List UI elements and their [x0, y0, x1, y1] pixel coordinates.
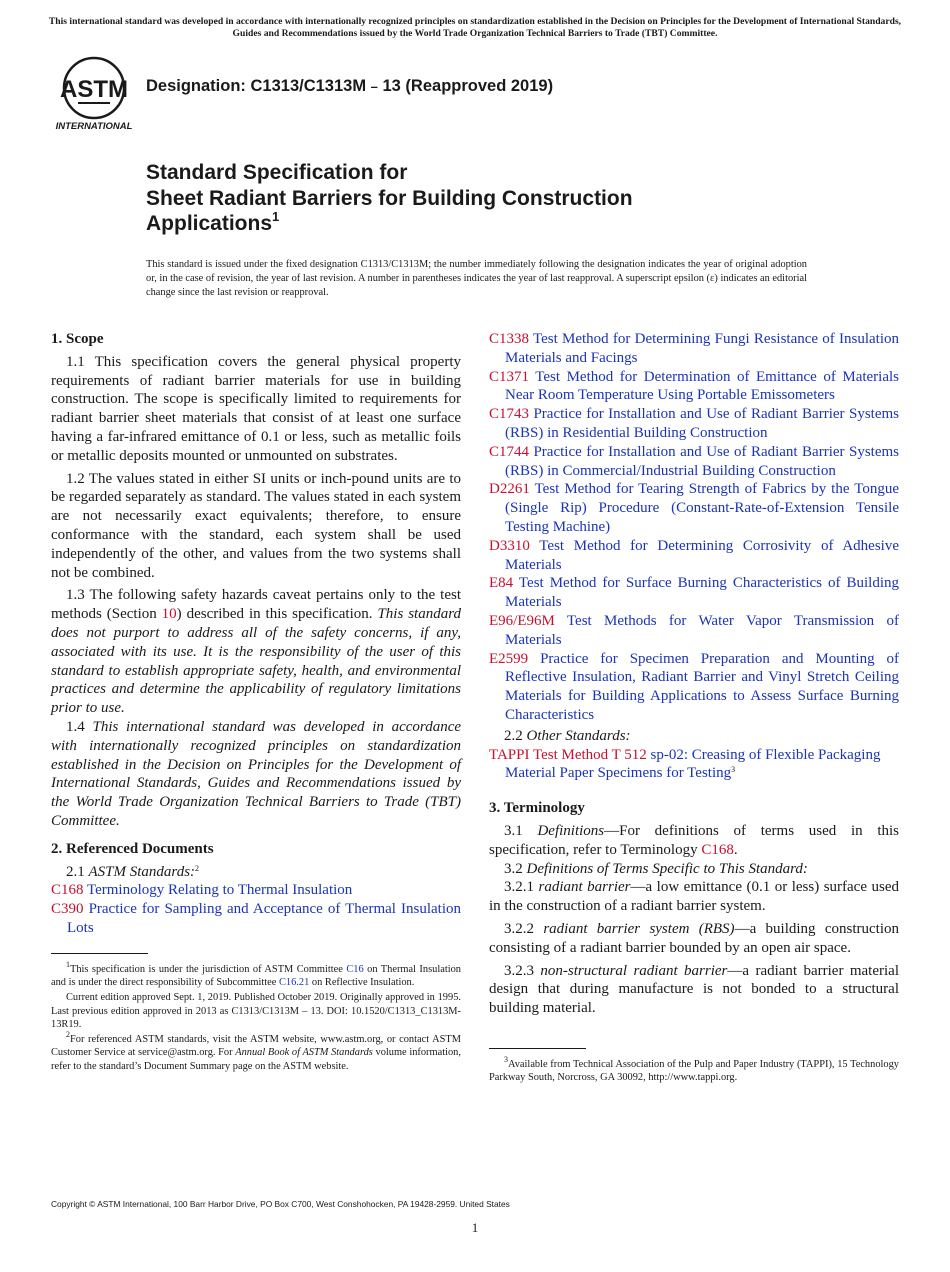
paragraph-1-3 [51, 586, 461, 718]
title-line-3: Applications [146, 212, 273, 235]
reference-title[interactable]: Test Methods for Water Vapor Transmission of Materials [505, 612, 899, 648]
reference-code[interactable]: C168 [51, 882, 84, 899]
astm-logo-graphic [52, 55, 136, 133]
title-line-1: Standard Specification for [146, 161, 408, 184]
reference-item[interactable] [489, 650, 899, 725]
reference-item[interactable] [489, 368, 899, 406]
other-standards-label: Other Standards: [526, 727, 631, 744]
logo-mark-text: ASTM [60, 76, 128, 103]
p3-2-2-num: 3.2.2 [504, 920, 544, 937]
footnote-rule [51, 953, 148, 954]
reference-item[interactable] [489, 574, 899, 612]
tappi-code[interactable]: TAPPI Test Method T 512 [489, 746, 647, 763]
p3-2-1-num: 3.2.1 [504, 879, 539, 896]
reference-item[interactable] [489, 480, 899, 536]
paragraph-1-4 [51, 718, 461, 831]
reference-title[interactable]: Practice for Installation and Use of Radiant Barrier Systems (RBS) in Commercial/Industrial Building Construction [505, 443, 899, 479]
document-title [146, 160, 786, 237]
reference-code[interactable]: E96/E96M [489, 612, 555, 629]
fn1-text-a: This specification is under the jurisdiction of ASTM Committee [70, 963, 347, 975]
page-number: 1 [471, 1220, 479, 1235]
astm-logo [52, 55, 136, 133]
subcommittee-c16-21-link[interactable]: C16.21 [278, 977, 310, 988]
designation-rest: 13 (Reapproved 2019) [382, 77, 554, 95]
paragraph-3-2 [489, 860, 899, 879]
def-radiant-barrier: —a low emittance (0.1 or less) surface used in the construction of a radiant barrier system. [489, 879, 899, 915]
footnote-2-ref[interactable]: 2 [195, 863, 200, 873]
footnote-2 [51, 1030, 461, 1073]
fn2-text-a: For referenced ASTM standards, visit the ASTM website, www.astm.org, or contact ASTM Customer Service at service@astm.org. For [51, 1034, 461, 1059]
top-notice: This international standard was developed in accordance with internationally recognized principles on standardization established in the Decision on Principles for the Development of International Standards, Guides and Recommendations issued by the World Trade Organization Technical Barriers to Trade (TBT) Committee. [48, 16, 902, 39]
wto-statement: This international standard was developed in accordance with internationally recognized principles on standardization established in the Decision on Principles for the Development of International Standards, Guides and Recommendations issued by the World Trade Organization Technical Barriers to Trade (TBT) Committee. [51, 718, 462, 829]
paragraph-3-2-2 [489, 920, 899, 958]
issue-note: This standard is issued under the fixed designation C1313/C1313M; the number immediately following the designation indicates the year of original adoption or, in the case of revision, the year of last revision. A number in parentheses indicates the year of last reapproval. A superscript epsilon (ε) indicates an editorial change since the last revision or reapproval. [146, 259, 807, 299]
reference-title[interactable]: Practice for Installation and Use of Radiant Barrier Systems (RBS) in Residential Building Construction [505, 406, 899, 441]
reference-item[interactable] [489, 537, 899, 575]
footnote-2-marker: 2 [66, 1030, 70, 1040]
footnote-1 [51, 959, 461, 990]
reference-item[interactable] [489, 405, 899, 443]
footnote-3-marker: 3 [504, 1054, 508, 1064]
reference-title[interactable]: Terminology Relating to Thermal Insulation [87, 882, 353, 899]
p3-2-3-num: 3.2.3 [504, 962, 541, 979]
designation-label: Designation: C1313/C1313M [146, 77, 367, 95]
scope-heading: 1. Scope [51, 331, 104, 347]
def-rbs: —a building construction consisting of a radiant barrier bounded by an open air space. [489, 920, 899, 956]
p3-1-num: 3.1 [504, 822, 538, 839]
paragraph-3-2-3 [489, 962, 899, 1018]
reference-code[interactable]: E2599 [489, 650, 529, 667]
fn1-text-b: on Thermal Insulation and is under the direct responsibility of Subcommittee [51, 963, 461, 988]
term-non-structural: non-structural radiant barrier [540, 962, 728, 979]
astm-standards-label: ASTM Standards: [88, 863, 196, 880]
p2-2-num: 2.2 [504, 727, 527, 744]
reference-title[interactable]: Test Method for Tearing Strength of Fabrics by the Tongue (Single Rip) Procedure (Constant-Rate-of-Extension Tensile Testing Machine) [505, 481, 899, 535]
reference-item[interactable] [489, 330, 899, 368]
fn1-text-c: on Reflective Insulation. [309, 977, 415, 988]
designation [146, 77, 553, 96]
section-10-link[interactable]: 10 [161, 606, 177, 623]
tappi-reference[interactable] [489, 746, 899, 784]
reference-code[interactable]: D3310 [489, 537, 530, 554]
reference-code[interactable]: C1371 [489, 368, 530, 385]
reference-title[interactable]: Test Method for Surface Burning Characteristics of Building Materials [505, 575, 899, 611]
safety-caveat: This standard does not purport to address all of the safety concerns, if any, associated with its use. It is the responsibility of the user of this standard to establish appropriate safety, health, and environmental practices and determine the applicability of regulatory limitations prior to use. [51, 606, 461, 717]
designation-dash: – [370, 79, 378, 94]
def-non-structural: —a radiant barrier material design that during manufacture is not bonded to a structural building material. [489, 962, 899, 1017]
term-radiant-barrier: radiant barrier [538, 879, 631, 896]
reference-code[interactable]: C390 [51, 901, 84, 918]
tappi-title[interactable]: sp-02: Creasing of Flexible Packaging Material Paper Specimens for Testing [505, 746, 881, 782]
reference-code[interactable]: E84 [489, 575, 514, 592]
paragraph-1-2: 1.2 The values stated in either SI units or inch-pound units are to be regarded separately as standard. The values stated in each system are not necessarily exact equivalents; therefore, to ensure conformance with the standard, each system shall be used independently of the other, and values from the two systems shall not be combined. [51, 470, 461, 581]
p2-1-num: 2.1 [66, 863, 89, 880]
reference-title[interactable]: Test Method for Determining Fungi Resistance of Insulation Materials and Facings [505, 331, 899, 366]
p1-4-num: 1.4 [66, 718, 93, 735]
p3-2-label: Definitions of Terms Specific to This Standard: [526, 860, 808, 877]
p3-1-label: Definitions [537, 822, 605, 839]
term-rbs: radiant barrier system (RBS) [543, 920, 735, 937]
copyright: Copyright © ASTM International, 100 Barr Harbor Drive, PO Box C700, West Conshohocken, PA 19428-2959. United States [51, 1199, 510, 1209]
left-reference-list [51, 881, 461, 937]
paragraph-2-1 [51, 863, 461, 882]
reference-item[interactable] [489, 443, 899, 481]
paragraph-1-1: 1.1 This specification covers the general physical property requirements of radiant barrier materials for use in building construction. The scope is specifically limited to requirements for radiant barrier sheet materials that consist of at least one surface having a far-infrared emittance of 0.1 or less, such as metallic foils or metallic deposits mounted or unmounted on substrates. [51, 353, 461, 464]
footnote-1-marker: 1 [66, 959, 70, 969]
p3-1-text: —For definitions of terms used in this specification, refer to Terminology [489, 822, 899, 858]
p1-3-text-a: 1.3 The following safety hazards caveat pertains only to the test methods (Section [51, 587, 461, 623]
p3-2-num: 3.2 [504, 860, 527, 877]
title-footnote-ref[interactable]: 1 [272, 209, 280, 224]
reference-code[interactable]: D2261 [489, 481, 530, 498]
reference-code[interactable]: C1743 [489, 406, 530, 423]
left-footnotes [51, 959, 461, 1073]
fn3-text: Available from Technical Association of the Pulp and Paper Industry (TAPPI), 15 Technology Parkway South, Norcross, GA 30092, http://www.tappi.org. [489, 1058, 899, 1084]
p1-3-text-b: ) described in this specification. [176, 606, 378, 623]
right-reference-list [489, 330, 899, 725]
terminology-c168-link[interactable]: C168 [701, 841, 734, 858]
reference-item[interactable] [51, 881, 461, 900]
footnote-3-ref[interactable]: 3 [731, 765, 736, 775]
reference-item[interactable] [489, 612, 899, 650]
fn2-text-b: volume information, refer to the standard’s Document Summary page on the ASTM website. [51, 1047, 461, 1072]
referenced-documents-heading: 2. Referenced Documents [51, 840, 214, 857]
p3-1-end: . [733, 841, 738, 858]
fn2-annual-book: Annual Book of ASTM Standards [235, 1047, 373, 1059]
reference-code[interactable]: C1744 [489, 443, 530, 460]
right-column [489, 330, 899, 1084]
left-column [51, 330, 461, 1073]
reference-title[interactable]: Practice for Specimen Preparation and Mounting of Reflective Insulation, Radiant Barrier and Vinyl Stretch Ceiling Materials for Building Applications to Assess Surface Burning Characteristics [505, 650, 899, 723]
edition-note: Current edition approved Sept. 1, 2019. Published October 2019. Originally approved in 1995. Last previous edition approved in 2013 as C1313/C1313M – 13. DOI: 10.1520/C1313_C1313M-13R19. [51, 992, 461, 1030]
reference-item[interactable] [51, 900, 461, 938]
logo-international-text: INTERNATIONAL [55, 121, 133, 132]
paragraph-2-2 [489, 727, 899, 746]
reference-title[interactable]: Practice for Sampling and Acceptance of Thermal Insulation Lots [67, 901, 461, 936]
committee-c16-link[interactable]: C16 [346, 963, 364, 975]
paragraph-3-2-1 [489, 878, 899, 916]
paragraph-3-1 [489, 822, 899, 860]
footnote-rule-right [489, 1048, 586, 1049]
terminology-heading: 3. Terminology [489, 800, 585, 817]
reference-code[interactable]: C1338 [489, 331, 530, 347]
title-line-2: Sheet Radiant Barriers for Building Construction [146, 186, 633, 210]
footnote-3 [489, 1054, 899, 1085]
reference-title[interactable]: Test Method for Determination of Emittance of Materials Near Room Temperature Using Portable Emissometers [505, 368, 899, 404]
reference-title[interactable]: Test Method for Determining Corrosivity of Adhesive Materials [505, 537, 899, 573]
